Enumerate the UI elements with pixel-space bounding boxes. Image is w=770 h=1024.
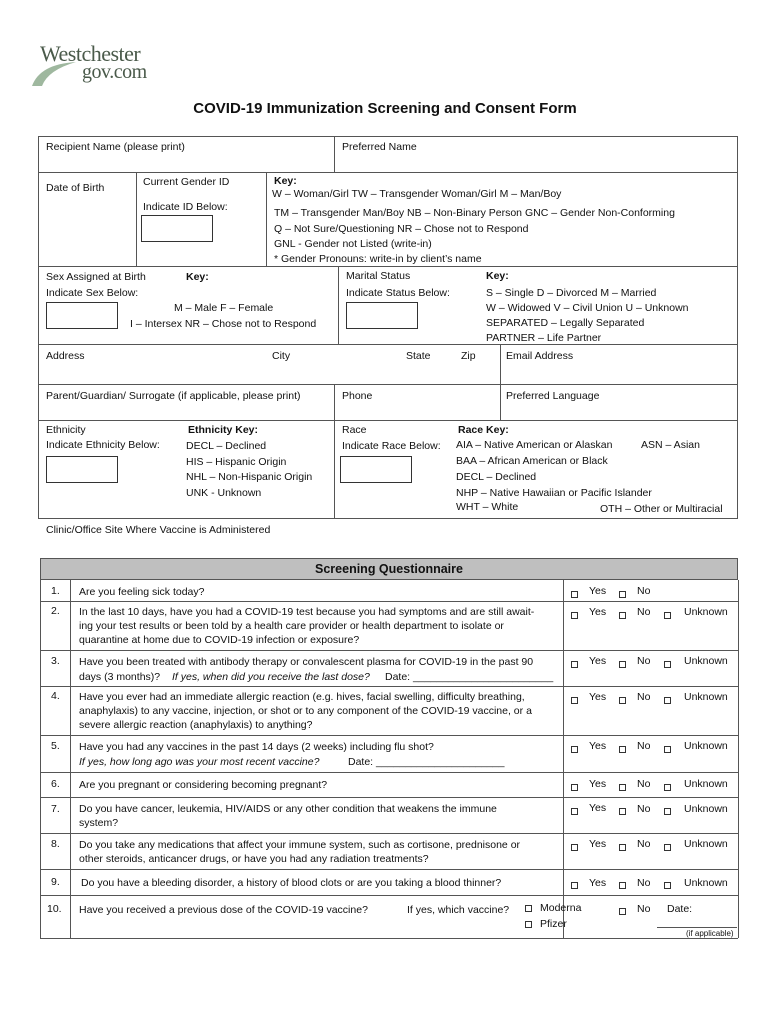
q8-yes-label: Yes: [589, 838, 607, 850]
q7-unknown-label: Unknown: [684, 803, 728, 815]
sex-key-title: Key:: [186, 271, 209, 283]
q6-yes-label: Yes: [589, 778, 607, 790]
q7-yes-label: Yes: [589, 802, 607, 814]
marital-key-line: PARTNER – Life Partner: [486, 332, 602, 344]
q5-unknown-label: Unknown: [684, 740, 728, 752]
recipient-name-label: Recipient Name (please print): [46, 141, 185, 153]
sex-input[interactable]: [46, 302, 118, 329]
q4-yes-checkbox[interactable]: [571, 697, 578, 704]
q3-no-checkbox[interactable]: [619, 661, 626, 668]
q5-date-field[interactable]: Date: ______________________: [348, 756, 505, 768]
race-key-line: OTH – Other or Multiracial: [600, 503, 723, 515]
gender-key-line: * Gender Pronouns: write-in by client’s name: [274, 253, 482, 265]
q5-text: If yes, how long ago was your most recent vaccine?: [79, 756, 320, 768]
q2-unknown-label: Unknown: [684, 606, 728, 618]
q3-unknown-label: Unknown: [684, 655, 728, 667]
q5-yes-label: Yes: [589, 740, 607, 752]
q3-text: days (3 months)?: [79, 671, 161, 683]
q4-text: anaphylaxis) to any vaccine, injection, or shot or to any component of the COVID-19 vaccine, or a: [79, 705, 532, 717]
current-gender-id-label: Current Gender ID: [143, 176, 230, 188]
sex-key-line: I – Intersex NR – Chose not to Respond: [130, 318, 317, 330]
q2-unknown-checkbox[interactable]: [664, 612, 671, 619]
q5-unknown-checkbox[interactable]: [664, 746, 671, 753]
ethnicity-key-line: HIS – Hispanic Origin: [186, 456, 287, 468]
gender-key-line: W – Woman/Girl TW – Transgender Woman/Girl M – Man/Boy: [272, 188, 562, 200]
q2-text: ing your test results or been told by a health care provider or health department to isolate or: [79, 620, 504, 632]
race-key-line: AIA – Native American or Alaskan: [456, 439, 613, 451]
q4-text: Have you ever had an immediate allergic reaction (e.g. hives, facial swelling, difficulty breathing,: [79, 691, 525, 703]
q10-date-input[interactable]: [657, 927, 737, 941]
race-label: Race: [342, 424, 367, 436]
marital-key-line: S – Single D – Divorced M – Married: [486, 287, 657, 299]
gender-key-line: GNL - Gender not Listed (write-in): [274, 238, 432, 250]
q10-text: Have you received a previous dose of the COVID-19 vaccine?: [79, 904, 368, 916]
date-of-birth-label: Date of Birth: [46, 182, 105, 194]
q4-number: 4.: [51, 690, 60, 702]
q1-text: Are you feeling sick today?: [79, 586, 205, 598]
clinic-site-label: Clinic/Office Site Where Vaccine is Administered: [46, 524, 271, 536]
q5-yes-checkbox[interactable]: [571, 746, 578, 753]
guardian-label: Parent/Guardian/ Surrogate (if applicable, please print): [46, 390, 301, 402]
sex-assigned-label: Sex Assigned at Birth: [46, 271, 146, 283]
q9-no-label: No: [637, 877, 651, 889]
logo-text-gov: gov.com: [82, 61, 147, 83]
sex-key-line: M – Male F – Female: [174, 302, 274, 314]
ethnicity-key-title: Ethnicity Key:: [188, 424, 259, 436]
marital-status-input[interactable]: [346, 302, 418, 329]
q10-number: 10.: [47, 903, 62, 915]
ethnicity-input[interactable]: [46, 456, 118, 483]
race-key-line: NHP – Native Hawaiian or Pacific Islander: [456, 487, 652, 499]
ethnicity-key-line: UNK - Unknown: [186, 487, 262, 499]
preferred-name-label: Preferred Name: [342, 141, 417, 153]
indicate-ethnicity-label: Indicate Ethnicity Below:: [46, 439, 160, 451]
q4-yes-label: Yes: [589, 691, 607, 703]
zip-label: Zip: [461, 350, 476, 362]
race-key-title: Race Key:: [458, 424, 509, 436]
q6-unknown-label: Unknown: [684, 778, 728, 790]
q3-text: Have you been treated with antibody therapy or convalescent plasma for COVID-19 in the past 90: [79, 656, 534, 668]
q10-if-yes-label: If yes, which vaccine?: [407, 904, 510, 916]
race-key-line: ASN – Asian: [641, 439, 700, 451]
q10-no-checkbox[interactable]: [619, 908, 626, 915]
q3-text: If yes, when did you receive the last dose?: [172, 671, 370, 683]
marital-status-label: Marital Status: [346, 270, 411, 282]
gender-key-title: Key:: [274, 175, 297, 187]
q6-number: 6.: [51, 778, 60, 790]
q9-text: Do you have a bleeding disorder, a history of blood clots or are you taking a blood thinner?: [81, 877, 502, 889]
q2-yes-label: Yes: [589, 606, 607, 618]
q10-moderna-checkbox[interactable]: [525, 905, 532, 912]
q2-number: 2.: [51, 605, 60, 617]
q7-unknown-checkbox[interactable]: [664, 808, 671, 815]
q8-text: Do you take any medications that affect your immune system, such as cortisone, prednisone or: [79, 839, 521, 851]
q4-no-checkbox[interactable]: [619, 697, 626, 704]
marital-key-title: Key:: [486, 270, 509, 282]
q10-pfizer-checkbox[interactable]: [525, 921, 532, 928]
q8-unknown-checkbox[interactable]: [664, 844, 671, 851]
q9-yes-label: Yes: [589, 877, 607, 889]
q3-yes-label: Yes: [589, 655, 607, 667]
q8-number: 8.: [51, 838, 60, 850]
q3-no-label: No: [637, 655, 651, 667]
q9-yes-checkbox[interactable]: [571, 882, 578, 889]
q9-number: 9.: [51, 876, 60, 888]
form-title: COVID-19 Immunization Screening and Consent Form: [193, 100, 577, 117]
indicate-sex-label: Indicate Sex Below:: [46, 287, 139, 299]
screening-heading: Screening Questionnaire: [40, 558, 738, 580]
q2-text: quarantine at home due to COVID-19 infection or exposure?: [79, 634, 360, 646]
race-key-line: DECL – Declined: [456, 471, 537, 483]
phone-label: Phone: [342, 390, 373, 402]
q5-no-label: No: [637, 740, 651, 752]
q1-yes-label: Yes: [589, 585, 607, 597]
q6-text: Are you pregnant or considering becoming pregnant?: [79, 779, 328, 791]
q7-no-label: No: [637, 803, 651, 815]
ethnicity-key-line: NHL – Non-Hispanic Origin: [186, 471, 313, 483]
q7-number: 7.: [51, 803, 60, 815]
q7-text: system?: [79, 817, 119, 829]
q3-unknown-checkbox[interactable]: [664, 661, 671, 668]
ethnicity-key-line: DECL – Declined: [186, 440, 267, 452]
race-key-line: BAA – African American or Black: [456, 455, 608, 467]
marital-key-line: W – Widowed V – Civil Union U – Unknown: [486, 302, 689, 314]
q4-unknown-checkbox[interactable]: [664, 697, 671, 704]
marital-key-line: SEPARATED – Legally Separated: [486, 317, 645, 329]
q3-number: 3.: [51, 655, 60, 667]
q6-no-checkbox[interactable]: [619, 784, 626, 791]
q6-yes-checkbox[interactable]: [571, 784, 578, 791]
gender-key-line: Q – Not Sure/Questioning NR – Chose not to Respond: [274, 223, 529, 235]
q8-yes-checkbox[interactable]: [571, 844, 578, 851]
q3-date-field[interactable]: Date: ________________________: [385, 671, 554, 683]
q1-number: 1.: [51, 585, 60, 597]
q2-no-checkbox[interactable]: [619, 612, 626, 619]
q9-unknown-label: Unknown: [684, 877, 728, 889]
state-label: State: [406, 350, 431, 362]
logo-text-westchester: Westchester: [40, 41, 141, 66]
q5-no-checkbox[interactable]: [619, 746, 626, 753]
q10-date-label: Date:: [667, 903, 693, 915]
indicate-race-label: Indicate Race Below:: [342, 440, 441, 452]
email-label: Email Address: [506, 350, 574, 362]
q9-no-checkbox[interactable]: [619, 882, 626, 889]
q10-no-label: No: [637, 903, 651, 915]
preferred-language-label: Preferred Language: [506, 390, 600, 402]
q2-no-label: No: [637, 606, 651, 618]
q7-text: Do you have cancer, leukemia, HIV/AIDS or any other condition that weakens the immune: [79, 803, 497, 815]
q1-no-label: No: [637, 585, 651, 597]
q1-no-checkbox[interactable]: [619, 591, 626, 598]
gender-key-line: TM – Transgender Man/Boy NB – Non-Binary Person GNC – Gender Non-Conforming: [274, 207, 675, 219]
q6-unknown-checkbox[interactable]: [664, 784, 671, 791]
q8-unknown-label: Unknown: [684, 838, 728, 850]
q8-no-label: No: [637, 838, 651, 850]
race-key-line: WHT – White: [456, 501, 519, 513]
q3-yes-checkbox[interactable]: [571, 661, 578, 668]
q2-yes-checkbox[interactable]: [571, 612, 578, 619]
q9-unknown-checkbox[interactable]: [664, 882, 671, 889]
ethnicity-label: Ethnicity: [46, 424, 86, 436]
gender-id-input[interactable]: [141, 215, 213, 242]
q7-no-checkbox[interactable]: [619, 808, 626, 815]
city-label: City: [272, 350, 291, 362]
q4-no-label: No: [637, 691, 651, 703]
q10-pfizer-label: Pfizer: [540, 918, 567, 930]
q1-yes-checkbox[interactable]: [571, 591, 578, 598]
q8-text: other steroids, anticancer drugs, or have you had any radiation treatments?: [79, 853, 429, 865]
q5-text: Have you had any vaccines in the past 14 days (2 weeks) including flu shot?: [79, 741, 434, 753]
q5-number: 5.: [51, 740, 60, 752]
q7-yes-checkbox[interactable]: [571, 808, 578, 815]
q10-moderna-label: Moderna: [540, 902, 582, 914]
address-label: Address: [46, 350, 85, 362]
q8-no-checkbox[interactable]: [619, 844, 626, 851]
indicate-status-label: Indicate Status Below:: [346, 287, 450, 299]
q10-if-applicable-note: (if applicable): [686, 929, 734, 938]
q4-unknown-label: Unknown: [684, 691, 728, 703]
q4-text: severe allergic reaction (anaphylaxis) to anything?: [79, 719, 313, 731]
race-input[interactable]: [340, 456, 412, 483]
q2-text: In the last 10 days, have you had a COVID-19 test because you had symptoms and are still await-: [79, 606, 535, 618]
indicate-id-label: Indicate ID Below:: [143, 201, 228, 213]
q6-no-label: No: [637, 778, 651, 790]
